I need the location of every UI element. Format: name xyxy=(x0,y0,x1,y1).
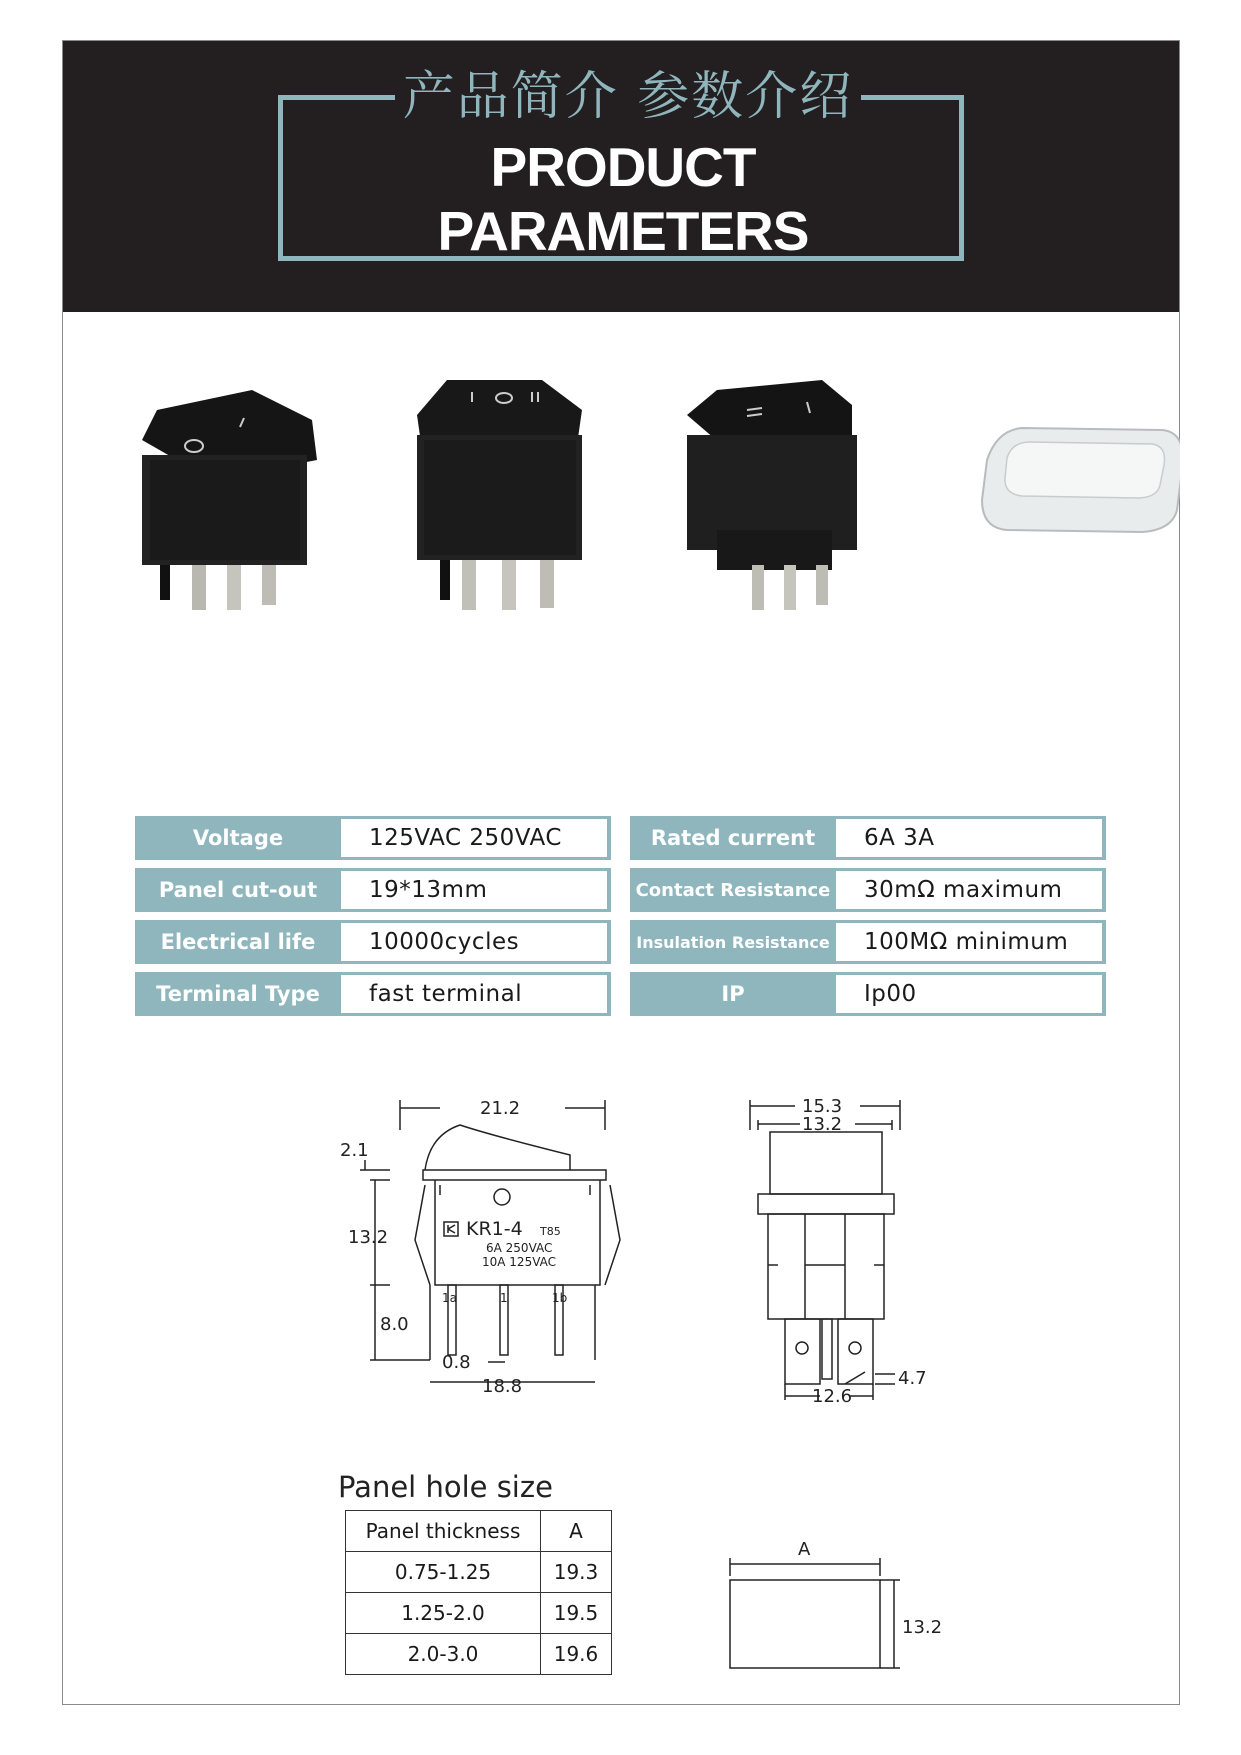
panel-cutout-drawing xyxy=(720,1540,960,1680)
spec-value: 30mΩ maximum xyxy=(836,871,1102,909)
front-view-drawing xyxy=(330,1090,630,1460)
spec-value: 19*13mm xyxy=(341,871,607,909)
table-cell: 19.5 xyxy=(541,1593,612,1634)
spec-value: fast terminal xyxy=(341,975,607,1013)
spec-value: 6A 3A xyxy=(836,819,1102,857)
table-header-cell: Panel thickness xyxy=(346,1511,541,1552)
table-cell: 2.0-3.0 xyxy=(346,1634,541,1675)
table-row xyxy=(346,1552,612,1593)
spec-row-insulation-resistance xyxy=(630,920,1106,964)
brand-logo-icon xyxy=(444,1222,458,1236)
dim-terminal-4-7: 4.7 xyxy=(898,1368,927,1389)
dim-base-18-8: 18.8 xyxy=(482,1376,523,1397)
dim-inner-13-2: 13.2 xyxy=(802,1114,843,1135)
spec-row-contact-resistance xyxy=(630,868,1106,912)
table-cell: 19.3 xyxy=(541,1552,612,1593)
panel-hole-table xyxy=(345,1510,612,1675)
table-cell: 0.75-1.25 xyxy=(346,1552,541,1593)
pin-label-1: 1 xyxy=(500,1291,508,1305)
dim-width-21-2: 21.2 xyxy=(480,1098,521,1119)
product-switch-ii-i xyxy=(687,380,857,610)
dim-base-12-6: 12.6 xyxy=(812,1386,853,1407)
title-english: PRODUCT PARAMETERS xyxy=(437,136,809,262)
spec-key: Rated current xyxy=(650,826,816,850)
table-cell: 19.6 xyxy=(541,1634,612,1675)
table-header-row xyxy=(346,1511,612,1552)
spec-key: IP xyxy=(721,982,745,1006)
rating-1: 6A 250VAC xyxy=(486,1241,553,1255)
table-row xyxy=(346,1634,612,1675)
table-cell: 1.25-2.0 xyxy=(346,1593,541,1634)
spec-row-electrical-life xyxy=(135,920,611,964)
rating-2: 10A 125VAC xyxy=(482,1255,557,1269)
dim-terminal-8-0: 8.0 xyxy=(380,1314,409,1335)
cutout-label-a: A xyxy=(798,1540,811,1560)
spec-value: 100MΩ minimum xyxy=(836,923,1102,961)
spec-key: Contact Resistance xyxy=(635,879,831,901)
title-chinese: 产品简介 参数介绍 xyxy=(395,62,861,132)
dim-body-13-2: 13.2 xyxy=(348,1227,389,1248)
spec-row-terminal-type xyxy=(135,972,611,1016)
product-waterproof-cover xyxy=(982,428,1180,532)
spec-value: Ip00 xyxy=(836,975,1102,1013)
spec-key: Panel cut-out xyxy=(158,878,318,902)
spec-key: Electrical life xyxy=(160,930,316,954)
product-switch-i-o-ii xyxy=(417,380,582,610)
spec-row-voltage xyxy=(135,816,611,860)
table-row xyxy=(346,1593,612,1634)
spec-row-ip xyxy=(630,972,1106,1016)
panel-hole-title: Panel hole size xyxy=(338,1470,553,1504)
spec-key: Terminal Type xyxy=(156,982,320,1006)
dim-outer-15-3: 15.3 xyxy=(802,1096,843,1117)
temp-label: T85 xyxy=(540,1225,561,1238)
pin-label-1b: 1b xyxy=(552,1291,568,1305)
table-header-cell: A xyxy=(541,1511,612,1552)
dim-rocker-2-1: 2.1 xyxy=(340,1140,369,1161)
spec-row-panel-cut-out xyxy=(135,868,611,912)
product-switch-o-i xyxy=(142,390,317,610)
spec-value: 10000cycles xyxy=(341,923,607,961)
model-label: KR1-4 xyxy=(466,1218,523,1240)
spec-row-rated-current xyxy=(630,816,1106,860)
product-photos xyxy=(62,380,1180,640)
spec-value: 125VAC 250VAC xyxy=(341,819,607,857)
side-view-drawing xyxy=(730,1090,960,1470)
spec-key: Voltage xyxy=(192,826,284,850)
pin-label-1a: 1a xyxy=(442,1291,457,1305)
dim-pin-0-8: 0.8 xyxy=(442,1352,471,1373)
cutout-height-13-2: 13.2 xyxy=(902,1617,943,1638)
spec-key: Insulation Resistance xyxy=(636,932,830,952)
